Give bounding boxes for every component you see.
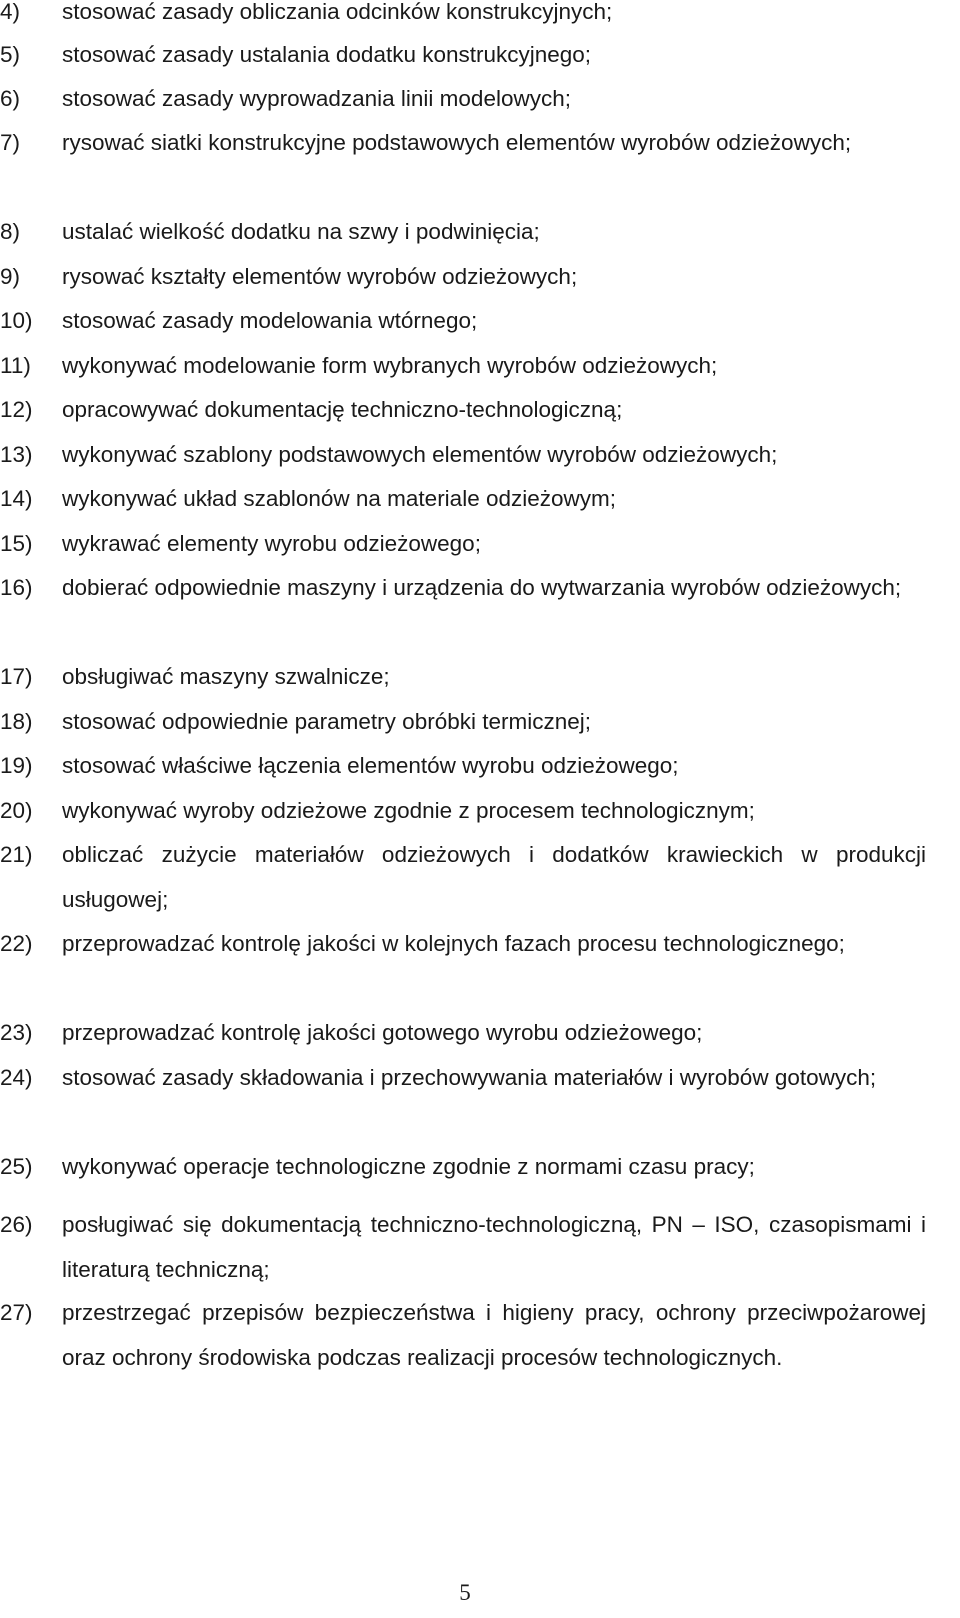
list-item — [0, 0, 930, 35]
list-item-text: obliczać zużycie materiałów odzieżowych i dodatków krawieckich w produkcji usługowej; — [62, 842, 926, 912]
list-item-number: 11) — [0, 353, 31, 378]
list-item-text: stosować zasady obliczania odcinków konstrukcyjnych; — [62, 0, 613, 24]
list-item-text: stosować zasady ustalania dodatku konstrukcyjnego; — [62, 42, 592, 67]
list-item — [0, 566, 930, 611]
list-item-number: 8) — [0, 219, 21, 244]
list-item — [0, 1203, 930, 1292]
list-item-text: przeprowadzać kontrolę jakości gotowego wyrobu odzieżowego; — [62, 1020, 703, 1045]
list-item-text: przestrzegać przepisów bezpieczeństwa i higieny pracy, ochrony przeciwpożarowej oraz ochrony środowiska podczas realizacji procesów technologicznych. — [62, 1300, 926, 1370]
list-item-number: 22) — [0, 931, 33, 956]
list-item-text: stosować zasady modelowania wtórnego; — [62, 308, 478, 333]
list-item-text: wykonywać szablony podstawowych elementów wyrobów odzieżowych; — [62, 442, 778, 467]
list-item-number: 21) — [0, 842, 33, 867]
page-number: 5 — [459, 1580, 471, 1605]
list-item — [0, 922, 930, 967]
list-item-number: 16) — [0, 575, 33, 600]
list-item — [0, 433, 930, 478]
list-item-number: 17) — [0, 664, 33, 689]
list-item-text: wykrawać elementy wyrobu odzieżowego; — [62, 531, 481, 556]
list-item — [0, 33, 930, 78]
list-item-text: przeprowadzać kontrolę jakości w kolejnych fazach procesu technologicznego; — [62, 931, 845, 956]
list-item — [0, 1291, 930, 1380]
list-item — [0, 344, 930, 389]
list-item — [0, 1145, 930, 1190]
list-item-text: stosować odpowiednie parametry obróbki termicznej; — [62, 709, 592, 734]
list-item — [0, 744, 930, 789]
list-item-text: posługiwać się dokumentacją techniczno-technologiczną, PN – ISO, czasopismami i literaturą techniczną; — [62, 1212, 926, 1282]
list-item-text: wykonywać wyroby odzieżowe zgodnie z procesem technologicznym; — [62, 798, 755, 823]
list-item — [0, 388, 930, 433]
list-item-text: wykonywać operacje technologiczne zgodnie z normami czasu pracy; — [62, 1154, 755, 1179]
list-item-number: 12) — [0, 397, 33, 422]
list-item-text: wykonywać modelowanie form wybranych wyrobów odzieżowych; — [62, 353, 718, 378]
list-item-text: rysować kształty elementów wyrobów odzieżowych; — [62, 264, 578, 289]
list-item-number: 23) — [0, 1020, 33, 1045]
list-item — [0, 77, 930, 122]
list-item-text: ustalać wielkość dodatku na szwy i podwinięcia; — [62, 219, 540, 244]
list-item — [0, 255, 930, 300]
list-item-text: stosować zasady wyprowadzania linii modelowych; — [62, 86, 571, 111]
list-item-number: 24) — [0, 1065, 33, 1090]
list-item-number: 10) — [0, 308, 33, 333]
list-item-number: 4) — [0, 0, 21, 24]
list-item-number: 15) — [0, 531, 33, 556]
list-item-number: 20) — [0, 798, 33, 823]
list-item — [0, 833, 930, 922]
list-item — [0, 522, 930, 567]
list-item-text: stosować zasady składowania i przechowywania materiałów i wyrobów gotowych; — [62, 1065, 877, 1090]
list-item-text: stosować właściwe łączenia elementów wyrobu odzieżowego; — [62, 753, 679, 778]
list-item — [0, 1011, 930, 1056]
list-item — [0, 210, 930, 255]
list-item-text: wykonywać układ szablonów na materiale odzieżowym; — [62, 486, 617, 511]
list-item-text: dobierać odpowiednie maszyny i urządzenia do wytwarzania wyrobów odzieżowych; — [62, 575, 902, 600]
list-item — [0, 477, 930, 522]
list-item-number: 27) — [0, 1300, 33, 1325]
list-item-text: opracowywać dokumentację techniczno-technologiczną; — [62, 397, 623, 422]
list-item-number: 25) — [0, 1154, 33, 1179]
list-item — [0, 121, 930, 166]
list-item — [0, 655, 930, 700]
list-item-number: 13) — [0, 442, 33, 467]
list-item — [0, 299, 930, 344]
list-item-number: 19) — [0, 753, 33, 778]
list-item — [0, 1056, 930, 1101]
list-item-text: obsługiwać maszyny szwalnicze; — [62, 664, 390, 689]
list-item-number: 18) — [0, 709, 33, 734]
list-item — [0, 789, 930, 834]
list-item-number: 7) — [0, 130, 21, 155]
list-item-text: rysować siatki konstrukcyjne podstawowych elementów wyrobów odzieżowych; — [62, 130, 852, 155]
list-item-number: 5) — [0, 42, 21, 67]
list-item-number: 9) — [0, 264, 21, 289]
list-item — [0, 700, 930, 745]
list-item-number: 14) — [0, 486, 33, 511]
list-item-number: 26) — [0, 1212, 33, 1237]
list-item-number: 6) — [0, 86, 21, 111]
